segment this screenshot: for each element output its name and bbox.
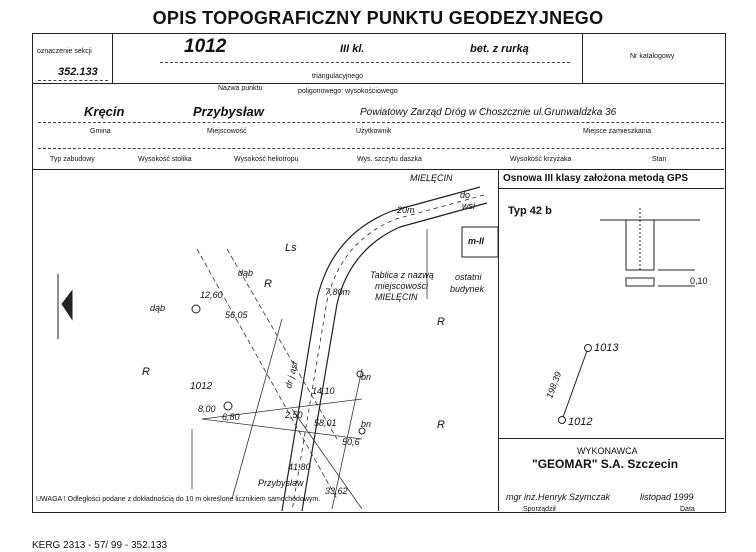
gps-point-1012: 1012 xyxy=(568,416,593,428)
contractor-label: WYKONAWCA xyxy=(577,446,638,456)
miejscowosc-label: Miejscowość xyxy=(207,128,247,135)
miejsce-label: Miejsce zamieszkania xyxy=(583,128,652,135)
uzytkownik-label: Użytkownik xyxy=(356,128,392,135)
author-label: Sporządził xyxy=(523,506,556,513)
village-label: Przybysław xyxy=(258,478,304,488)
north-arrow-icon xyxy=(58,274,72,339)
dim-250: 2,50 xyxy=(285,410,303,420)
dab-label-1: dąb xyxy=(238,268,254,278)
dim-1260: 12,60 xyxy=(200,290,223,300)
gps-panel-divider xyxy=(498,169,499,511)
dim-1410: 14,10 xyxy=(312,386,335,396)
section-label: oznaczenie sekcji xyxy=(37,48,92,55)
network-type-1: triangulacyjnego xyxy=(312,73,363,80)
header-underline xyxy=(160,62,570,63)
dab-label-2: dąb xyxy=(150,303,166,313)
document-title: OPIS TOPOGRAFICZNY PUNKTU GEODEZYJNEGO xyxy=(152,8,604,28)
point-1012-label: 1012 xyxy=(190,381,213,392)
gps-header-line xyxy=(498,188,724,189)
col-wys-krzyzaka: Wysokość krzyżaka xyxy=(510,156,572,163)
section-divider xyxy=(112,33,113,83)
building-note-1: ostatni xyxy=(455,272,482,282)
dim-5605: 56,05 xyxy=(225,310,248,320)
contractor-author: mgr inż.Henryk Szymczak xyxy=(506,492,611,502)
r-label-4: R xyxy=(437,419,445,431)
stabilization: bet. z rurką xyxy=(470,43,529,55)
do-label: do xyxy=(460,190,471,200)
bn-label-1: bn xyxy=(361,372,372,382)
section-value: 352.133 xyxy=(58,66,98,78)
main-road xyxy=(282,187,487,511)
section-underline xyxy=(38,80,108,81)
col-wys-stolika: Wysokość stolika xyxy=(138,156,192,163)
bn-label-2: bn xyxy=(361,419,372,429)
catalog-label: Nr katalogowy xyxy=(630,53,675,60)
contractor-topline xyxy=(498,438,724,439)
columns-topline xyxy=(38,148,724,149)
gps-header: Osnowa III klasy założona metodą GPS xyxy=(503,173,689,184)
r-label-2: R xyxy=(142,366,150,378)
road-label: dr j asf xyxy=(283,360,300,390)
point-1012-marker xyxy=(224,402,232,410)
accuracy-note: UWAGA ! Odległości podane z dokładnością do 10 m określone licznikiem samochodowym. xyxy=(36,496,321,503)
building-label: m-II xyxy=(468,236,485,246)
dim-680: 6,80 xyxy=(222,412,240,422)
point-number: 1012 xyxy=(184,36,227,57)
dim-20m: 20m xyxy=(397,205,415,215)
dim-3362: 33,62 xyxy=(325,486,348,496)
location-underline xyxy=(38,122,724,123)
gmina-label: Gmina xyxy=(90,128,111,135)
dab-marker xyxy=(192,305,200,313)
dim-800: 8,00 xyxy=(198,404,216,414)
col-wys-daszka: Wys. szczytu daszka xyxy=(357,156,422,163)
gps-point-1013: 1013 xyxy=(594,342,619,354)
dim-4180: 41,80 xyxy=(288,462,311,472)
topographic-sketch xyxy=(32,169,498,511)
gmina-value: Kręcin xyxy=(84,104,125,119)
r-label-1: R xyxy=(264,278,272,290)
contractor-date: listopad 1999 xyxy=(640,492,694,502)
dim-506: 50,6 xyxy=(342,437,360,447)
col-wys-heliotropu: Wysokość heliotropu xyxy=(234,156,299,163)
contractor-name: "GEOMAR" S.A. Szczecin xyxy=(532,457,679,471)
point-name-label: Nazwa punktu xyxy=(218,85,263,92)
point-class: III kl. xyxy=(340,43,365,55)
sign-note-2: miejscowości xyxy=(375,281,429,291)
sign-note-3: MIELĘCIN xyxy=(375,292,418,302)
building-note-2: budynek xyxy=(450,284,485,294)
miejscowosc-value: Przybysław xyxy=(193,104,264,119)
col-stan: Stan xyxy=(652,156,667,163)
gps-type: Typ 42 b xyxy=(508,205,552,217)
footer-code: KERG 2313 - 57/ 99 - 352.133 xyxy=(32,540,168,551)
dim-780: 7,80m xyxy=(325,287,351,297)
date-label: Data xyxy=(680,506,695,513)
gps-depth: 0,10 xyxy=(690,276,708,286)
r-label-3: R xyxy=(437,316,445,328)
network-type-2: poligonowego: wysokościowego xyxy=(298,88,398,95)
catalog-divider xyxy=(582,33,583,83)
benchmark-profile xyxy=(600,208,700,300)
col-typ-zabudowy: Typ zabudowy xyxy=(50,156,95,163)
ls-label: Ls xyxy=(285,242,297,254)
sign-note-1: Tablica z nazwą xyxy=(370,270,434,280)
wsi-label: wsi xyxy=(462,201,475,211)
town-label: MIELĘCIN xyxy=(410,173,453,183)
uzytkownik-value: Powiatowy Zarząd Dróg w Choszcznie ul.Grunwaldzka 36 xyxy=(360,107,617,118)
gps-distance: 198,39 xyxy=(544,370,564,400)
dim-5801: 58,01 xyxy=(314,418,337,428)
header-bottom-line xyxy=(32,83,724,84)
